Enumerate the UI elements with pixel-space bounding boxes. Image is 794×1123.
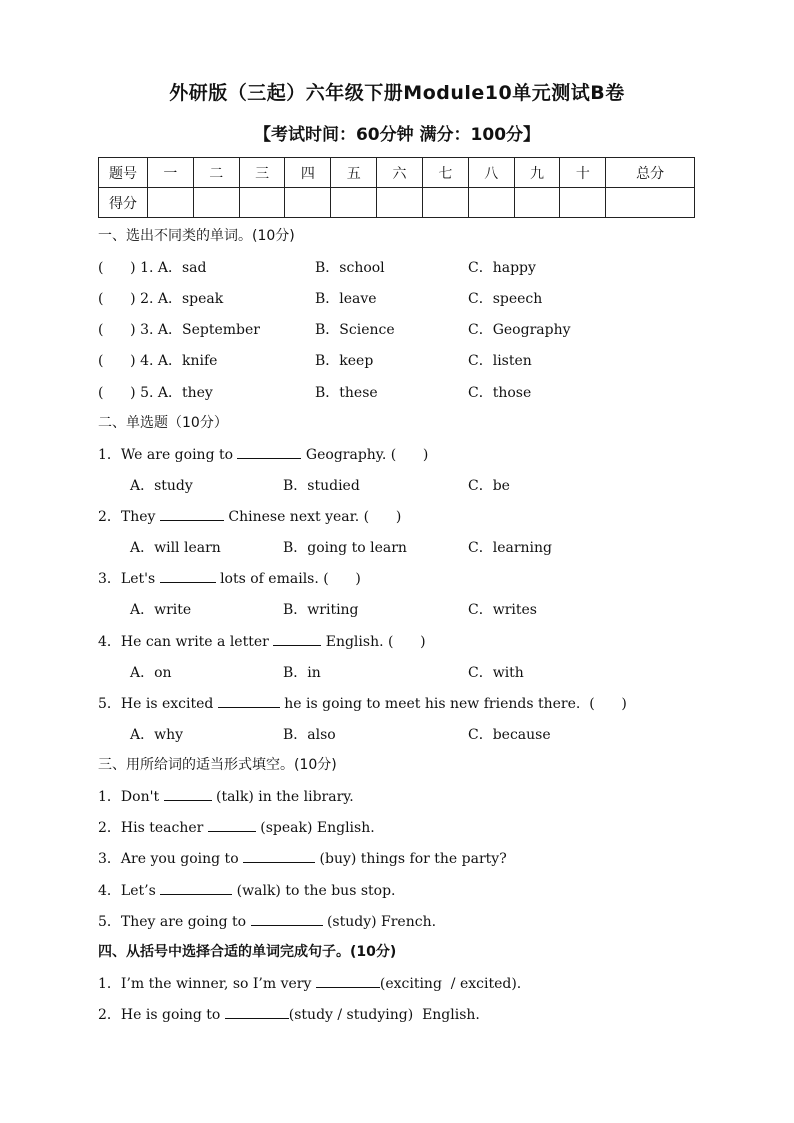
s2-q2-option-c: C．learning xyxy=(468,540,552,556)
col-header: 十 xyxy=(560,158,606,188)
s1-q4-option-b: B．keep xyxy=(315,353,374,369)
col-header: 七 xyxy=(422,158,468,188)
section-4-heading: 四、从括号中选择合适的单词完成句子。(10分) xyxy=(98,944,397,960)
score-cell[interactable] xyxy=(468,188,514,218)
s2-q1: 1．We are going to Geography. ( ) xyxy=(98,447,429,463)
col-header: 三 xyxy=(239,158,285,188)
col-header: 九 xyxy=(514,158,560,188)
score-cell[interactable] xyxy=(377,188,423,218)
exam-info: 【考试时间：60分钟 满分：100分】 xyxy=(253,125,541,145)
score-cell[interactable] xyxy=(193,188,239,218)
score-cell[interactable] xyxy=(606,188,695,218)
s2-q4: 4．He can write a letter English. ( ) xyxy=(98,634,426,650)
s1-q2-option-c: C．speech xyxy=(468,291,543,307)
col-header: 一 xyxy=(148,158,194,188)
s1-q2: ( ) 2. A．speak xyxy=(98,291,224,307)
s1-q5-option-b: B．these xyxy=(315,385,378,401)
s2-q2-option-a: A．will learn xyxy=(130,540,221,556)
answer-blank[interactable] xyxy=(160,508,224,521)
answer-blank[interactable] xyxy=(218,695,280,708)
answer-blank[interactable] xyxy=(164,788,212,801)
page-title: 外研版（三起）六年级下册Module10单元测试B卷 xyxy=(169,82,625,104)
score-table xyxy=(98,157,695,218)
col-header: 六 xyxy=(377,158,423,188)
score-cell[interactable] xyxy=(422,188,468,218)
s3-q3: 3．Are you going to (buy) things for the party? xyxy=(98,851,507,867)
col-header: 八 xyxy=(468,158,514,188)
answer-blank[interactable] xyxy=(237,446,301,459)
answer-blank[interactable] xyxy=(208,819,256,832)
s2-q1-option-a: A．study xyxy=(130,478,193,494)
s1-q2-option-b: B．leave xyxy=(315,291,377,307)
s2-q2: 2．They Chinese next year. ( ) xyxy=(98,509,402,525)
s2-q5-option-c: C．because xyxy=(468,727,551,743)
s1-q5: ( ) 5. A．they xyxy=(98,385,213,401)
row-label-question: 题号 xyxy=(99,158,148,188)
answer-blank[interactable] xyxy=(251,913,323,926)
s1-q1-option-c: C．happy xyxy=(468,260,536,276)
col-header: 五 xyxy=(331,158,377,188)
s2-q3-option-a: A．write xyxy=(130,602,192,618)
s1-q4: ( ) 4. A．knife xyxy=(98,353,218,369)
section-3-heading: 三、用所给词的适当形式填空。(10分) xyxy=(98,757,337,773)
answer-blank[interactable] xyxy=(225,1006,289,1019)
score-table-header-row xyxy=(99,158,695,188)
s3-q1: 1．Don't (talk) in the library. xyxy=(98,789,354,805)
score-cell[interactable] xyxy=(148,188,194,218)
s1-q1-option-b: B．school xyxy=(315,260,385,276)
s2-q5: 5．He is excited he is going to meet his new friends there. ( ) xyxy=(98,696,627,712)
s2-q4-option-b: B．in xyxy=(283,665,321,681)
s3-q5: 5．They are going to (study) French. xyxy=(98,914,437,930)
s4-q2: 2．He is going to (study / studying) English. xyxy=(98,1007,480,1023)
s2-q4-option-c: C．with xyxy=(468,665,524,681)
answer-blank[interactable] xyxy=(273,633,321,646)
s2-q1-option-b: B．studied xyxy=(283,478,360,494)
answer-blank[interactable] xyxy=(160,882,232,895)
section-2-heading: 二、单选题（10分） xyxy=(98,415,228,431)
answer-blank[interactable] xyxy=(316,975,380,988)
s3-q2: 2．His teacher (speak) English. xyxy=(98,820,375,836)
row-label-score: 得分 xyxy=(99,188,148,218)
s2-q5-option-a: A．why xyxy=(130,727,184,743)
s2-q3-option-c: C．writes xyxy=(468,602,537,618)
s1-q3-option-b: B．Science xyxy=(315,322,395,338)
score-table-score-row xyxy=(99,188,695,218)
score-cell[interactable] xyxy=(239,188,285,218)
answer-blank[interactable] xyxy=(243,850,315,863)
col-header: 四 xyxy=(285,158,331,188)
score-cell[interactable] xyxy=(514,188,560,218)
answer-blank[interactable] xyxy=(160,570,216,583)
s2-q1-option-c: C．be xyxy=(468,478,510,494)
s1-q3-option-c: C．Geography xyxy=(468,322,571,338)
score-cell[interactable] xyxy=(560,188,606,218)
score-cell[interactable] xyxy=(285,188,331,218)
score-cell[interactable] xyxy=(331,188,377,218)
s2-q3-option-b: B．writing xyxy=(283,602,359,618)
s1-q3: ( ) 3. A．September xyxy=(98,322,260,338)
s1-q1: ( ) 1. A．sad xyxy=(98,260,207,276)
s2-q4-option-a: A．on xyxy=(130,665,172,681)
s1-q5-option-c: C．those xyxy=(468,385,532,401)
col-header: 总分 xyxy=(606,158,695,188)
section-1-heading: 一、选出不同类的单词。(10分) xyxy=(98,228,295,244)
s4-q1: 1．I’m the winner, so I’m very (exciting / excited). xyxy=(98,976,522,992)
s3-q4: 4．Let’s (walk) to the bus stop. xyxy=(98,883,396,899)
s1-q4-option-c: C．listen xyxy=(468,353,532,369)
col-header: 二 xyxy=(193,158,239,188)
s2-q2-option-b: B．going to learn xyxy=(283,540,407,556)
s2-q3: 3．Let's lots of emails. ( ) xyxy=(98,571,361,587)
s2-q5-option-b: B．also xyxy=(283,727,336,743)
